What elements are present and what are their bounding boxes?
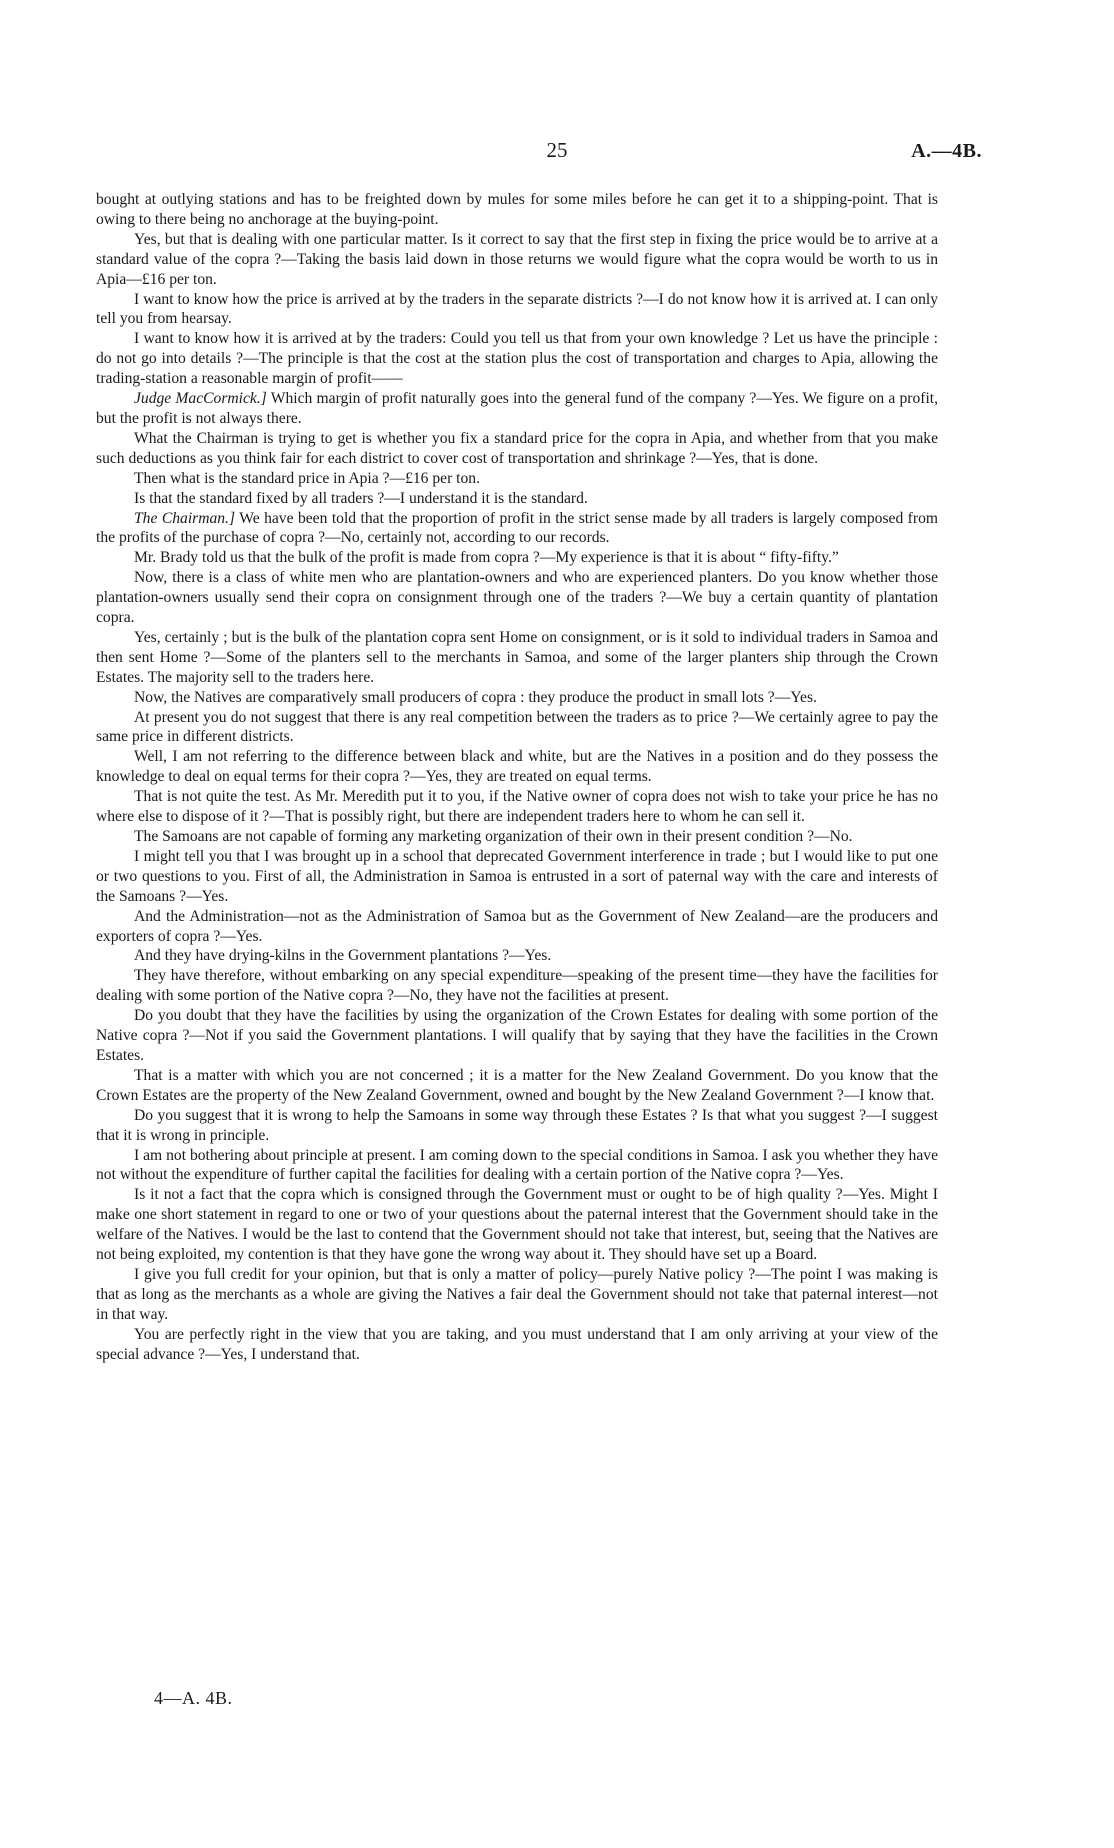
paragraph-text: Now, there is a class of white men who are plantation-owners and who are experienced planters. Do you know whether those plantation-owners usually send their copra on consignment through one of the traders ?—We buy a certain quantity of plantation copra. [96,569,938,627]
paragraph-text: That is a matter with which you are not concerned ; it is a matter for the New Zealand Government. Do you know that the Crown Estates are the property of the New Zealand Government, owned and bought by the New Zealand Government ?—I know that. [96,1066,938,1104]
paragraph [96,966,938,1006]
paragraph [96,747,938,787]
paragraph-text: That is not quite the test. As Mr. Meredith put it to you, if the Native owner of copra does not wish to take your price he has no where else to dispose of it ?—That is possibly right, but there are independent traders here to whom he can sell it. [96,788,938,826]
paragraph [96,230,938,290]
paragraph [96,847,938,907]
paragraph [96,429,938,469]
paragraph [96,1106,938,1146]
paragraph-text: I want to know how the price is arrived at by the traders in the separate districts ?—I do not know how it is arrived at. I can only tell you from hearsay. [96,290,938,328]
paragraph-text: They have therefore, without embarking on any special expenditure—speaking of the present time—they have the facilities for dealing with some portion of the Native copra ?—No, they have not the facilities at present. [96,967,938,1005]
paragraph-text: Yes, certainly ; but is the bulk of the plantation copra sent Home on consignment, or is it sold to individual traders in Samoa and then sent Home ?—Some of the planters sell to the merchants in Samoa, and some of the larger planters ship through the Crown Estates. The majority sell to the traders here. [96,628,938,686]
paragraph [96,688,938,708]
paragraph-text: And the Administration—not as the Administration of Samoa but as the Government of New Zealand—are the producers and exporters of copra ?—Yes. [96,907,938,945]
document-reference: A.—4B. [911,140,982,162]
paragraph-text: Mr. Brady told us that the bulk of the profit is made from copra ?—My experience is that it is about “ fifty-fifty.” [134,549,839,567]
paragraph [96,708,938,748]
paragraph [96,548,938,568]
paragraph-text: You are perfectly right in the view that you are taking, and you must understand that I am only arriving at your view of the special advance ?—Yes, I understand that. [96,1325,938,1363]
paragraph [96,1325,938,1365]
paragraph [96,290,938,330]
paragraph-text: Now, the Natives are comparatively small producers of copra : they produce the product in small lots ?—Yes. [134,688,817,706]
paragraph-text: What the Chairman is trying to get is whether you fix a standard price for the copra in Apia, and whether from that you make such deductions as you think fair for each district to cover cost of transportation and shrinkage ?—Yes, that is done. [96,429,938,467]
paragraph [96,827,938,847]
paragraph [96,1185,938,1265]
page-number: 25 [546,138,568,162]
paragraph-text: Is it not a fact that the copra which is consigned through the Government must or ought to be of high quality ?—Yes. Might I make one short statement in regard to one or two of your questions about the paternal interest that the Government should take in the welfare of the Natives. I would be the last to contend that the Government should not take that interest, but, seeing that the Natives are not being exploited, my contention is that they have gone the wrong way about it. They should have set up a Board. [96,1186,938,1264]
paragraph-text: Well, I am not referring to the difference between black and white, but are the Natives in a position and do they possess the knowledge to deal on equal terms for their copra ?—Yes, they are treated on equal terms. [96,748,938,786]
paragraph-text: Yes, but that is dealing with one particular matter. Is it correct to say that the first step in fixing the price would be to arrive at a standard value of the copra ?—Taking the basis laid down in those returns we would figure what the copra would be worth to us in Apia—£16 per ton. [96,230,938,288]
paragraph [96,1006,938,1066]
paragraph-text: Is that the standard fixed by all traders ?—I understand it is the standard. [134,489,588,507]
paragraph [96,1265,938,1325]
paragraph [96,469,938,489]
paragraph-text: bought at outlying stations and has to be freighted down by mules for some miles before he can get it to a shipping-point. That is owing to there being no anchorage at the buying-point. [96,191,938,228]
paragraph [96,329,938,389]
paragraph [96,190,938,230]
paragraph [96,489,938,509]
paragraph [96,1146,938,1186]
paragraph-text: At present you do not suggest that there is any real competition between the traders as to price ?—We certainly agree to pay the same price in different districts. [96,708,938,746]
paragraph [96,628,938,688]
paragraph [96,907,938,947]
paragraph-text: We have been told that the proportion of profit in the strict sense made by all traders is largely composed from the profits of the purchase of copra ?—No, certainly not, according to our records. [96,509,938,547]
paragraph-text: I want to know how it is arrived at by the traders: Could you tell us that from your own knowledge ? Let us have the principle : do not go into details ?—The principle is that the cost at the station plus the cost of transportation and charges to Apia, allowing the trading-station a reasonable margin of profit—— [96,330,938,388]
paragraph-text: I might tell you that I was brought up in a school that deprecated Government interference in trade ; but I would like to put one or two questions to you. First of all, the Administration in Samoa is entrusted in a sort of paternal way with the care and interests of the Samoans ?—Yes. [96,847,938,905]
paragraph-text: Do you suggest that it is wrong to help the Samoans in some way through these Estates ? Is that what you suggest ?—I suggest that it is wrong in principle. [96,1106,938,1144]
document-body [96,190,938,1364]
paragraph-text: Which margin of profit naturally goes into the general fund of the company ?—Yes. We figure on a profit, but the profit is not always there. [96,390,939,427]
paragraph [96,568,938,628]
paragraph [96,787,938,827]
paragraph-text: The Samoans are not capable of forming any marketing organization of their own in their present condition ?—No. [134,828,853,845]
paragraph [96,946,938,966]
paragraph [96,509,938,549]
paragraph-text: And they have drying-kilns in the Government plantations ?—Yes. [134,947,552,965]
paragraph [96,1066,938,1106]
speaker-label: Judge MacCormick.] [134,390,267,408]
sheet-signature: 4—A. 4B. [154,1688,233,1708]
paragraph-text: I am not bothering about principle at present. I am coming down to the special conditions in Samoa. I ask you whether they have not without the expenditure of further capital the facilities for dealing with a certain portion of the Native copra ?—Yes. [96,1146,938,1184]
paragraph-text: I give you full credit for your opinion, but that is only a matter of policy—purely Native policy ?—The point I was making is that as long as the merchants as a whole are giving the Natives a fair deal the Government should not take that paternal interest—not in that way. [96,1265,938,1323]
speaker-label: The Chairman.] [134,509,236,527]
paragraph-text: Then what is the standard price in Apia ?—£16 per ton. [134,469,481,487]
paragraph [96,389,938,429]
paragraph-text: Do you doubt that they have the facilities by using the organization of the Crown Estates for dealing with some portion of the Native copra ?—Not if you said the Government plantations. I will qualify that by saying that they have the facilities in the Crown Estates. [96,1007,938,1064]
